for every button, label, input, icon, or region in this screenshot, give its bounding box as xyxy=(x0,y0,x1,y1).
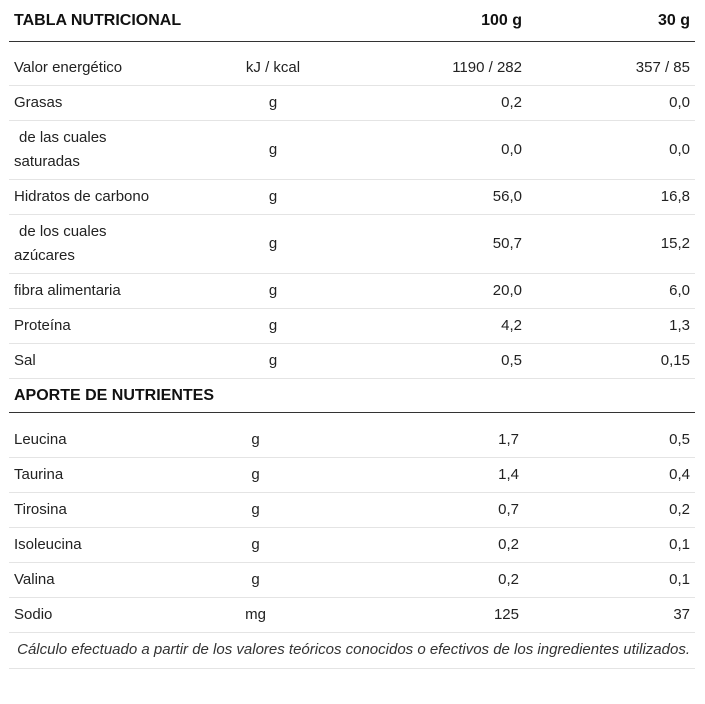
row-value-30g: 37 xyxy=(527,598,695,633)
row-unit: g xyxy=(209,344,337,379)
row-value-30g: 16,8 xyxy=(527,180,695,215)
table-row xyxy=(9,121,695,180)
row-value-30g: 1,3 xyxy=(527,309,695,344)
row-value-100g: 0,0 xyxy=(337,121,527,180)
row-unit: kJ / kcal xyxy=(209,51,337,86)
row-unit: g xyxy=(209,180,337,215)
row-value-100g: 1,4 xyxy=(337,458,527,493)
table-row xyxy=(9,423,695,458)
row-label: de los cuales azúcares xyxy=(9,215,209,274)
row-label: Valina xyxy=(9,563,209,598)
column-header-100g: 100 g xyxy=(337,0,527,42)
row-unit: g xyxy=(209,458,337,493)
row-value-100g: 0,2 xyxy=(337,86,527,121)
row-value-30g: 0,2 xyxy=(527,493,695,528)
nutrition-header-row xyxy=(9,0,695,42)
row-unit: g xyxy=(209,86,337,121)
row-value-30g: 0,15 xyxy=(527,344,695,379)
row-unit: g xyxy=(209,215,337,274)
row-value-100g: 0,7 xyxy=(337,493,527,528)
table-row xyxy=(9,215,695,274)
row-value-100g: 0,5 xyxy=(337,344,527,379)
row-value-100g: 4,2 xyxy=(337,309,527,344)
row-value-30g: 0,5 xyxy=(527,423,695,458)
nutrition-panel xyxy=(9,0,695,669)
row-unit: g xyxy=(209,528,337,563)
row-label: Hidratos de carbono xyxy=(9,180,209,215)
row-value-30g: 0,1 xyxy=(527,528,695,563)
nutrition-table xyxy=(9,0,695,379)
table-row xyxy=(9,528,695,563)
row-unit: g xyxy=(209,423,337,458)
row-value-30g: 6,0 xyxy=(527,274,695,309)
row-value-100g: 1190 / 282 xyxy=(337,51,527,86)
row-label: de las cuales saturadas xyxy=(9,121,209,180)
row-label: Sal xyxy=(9,344,209,379)
row-value-100g: 56,0 xyxy=(337,180,527,215)
row-label: Tirosina xyxy=(9,493,209,528)
row-label: Proteína xyxy=(9,309,209,344)
table-row xyxy=(9,563,695,598)
row-value-30g: 0,0 xyxy=(527,121,695,180)
table-row xyxy=(9,493,695,528)
table-row xyxy=(9,274,695,309)
row-label: Valor energético xyxy=(9,51,209,86)
row-unit: mg xyxy=(209,598,337,633)
row-value-100g: 0,2 xyxy=(337,528,527,563)
row-value-100g: 125 xyxy=(337,598,527,633)
row-value-30g: 0,0 xyxy=(527,86,695,121)
row-unit: g xyxy=(209,274,337,309)
nutrition-table-title: TABLA NUTRICIONAL xyxy=(9,0,209,42)
row-unit: g xyxy=(209,121,337,180)
row-value-30g: 15,2 xyxy=(527,215,695,274)
row-value-30g: 0,4 xyxy=(527,458,695,493)
nutrients-table xyxy=(9,379,695,633)
nutrients-table-title: APORTE DE NUTRIENTES xyxy=(9,379,695,413)
table-row xyxy=(9,344,695,379)
row-label: Taurina xyxy=(9,458,209,493)
row-label: Grasas xyxy=(9,86,209,121)
table-row xyxy=(9,51,695,86)
row-unit: g xyxy=(209,563,337,598)
row-value-100g: 50,7 xyxy=(337,215,527,274)
row-value-30g: 357 / 85 xyxy=(527,51,695,86)
column-header-30g: 30 g xyxy=(527,0,695,42)
row-label: Sodio xyxy=(9,598,209,633)
table-row xyxy=(9,458,695,493)
row-label: fibra alimentaria xyxy=(9,274,209,309)
row-unit: g xyxy=(209,309,337,344)
row-value-100g: 0,2 xyxy=(337,563,527,598)
table-row xyxy=(9,180,695,215)
row-value-100g: 20,0 xyxy=(337,274,527,309)
footnote: Cálculo efectuado a partir de los valores teóricos conocidos o efectivos de los ingredientes utilizados. xyxy=(9,633,695,669)
nutrients-header-row xyxy=(9,379,695,413)
row-label: Isoleucina xyxy=(9,528,209,563)
table-row xyxy=(9,86,695,121)
row-value-30g: 0,1 xyxy=(527,563,695,598)
table-row xyxy=(9,309,695,344)
row-label: Leucina xyxy=(9,423,209,458)
row-unit: g xyxy=(209,493,337,528)
table-row xyxy=(9,598,695,633)
row-value-100g: 1,7 xyxy=(337,423,527,458)
